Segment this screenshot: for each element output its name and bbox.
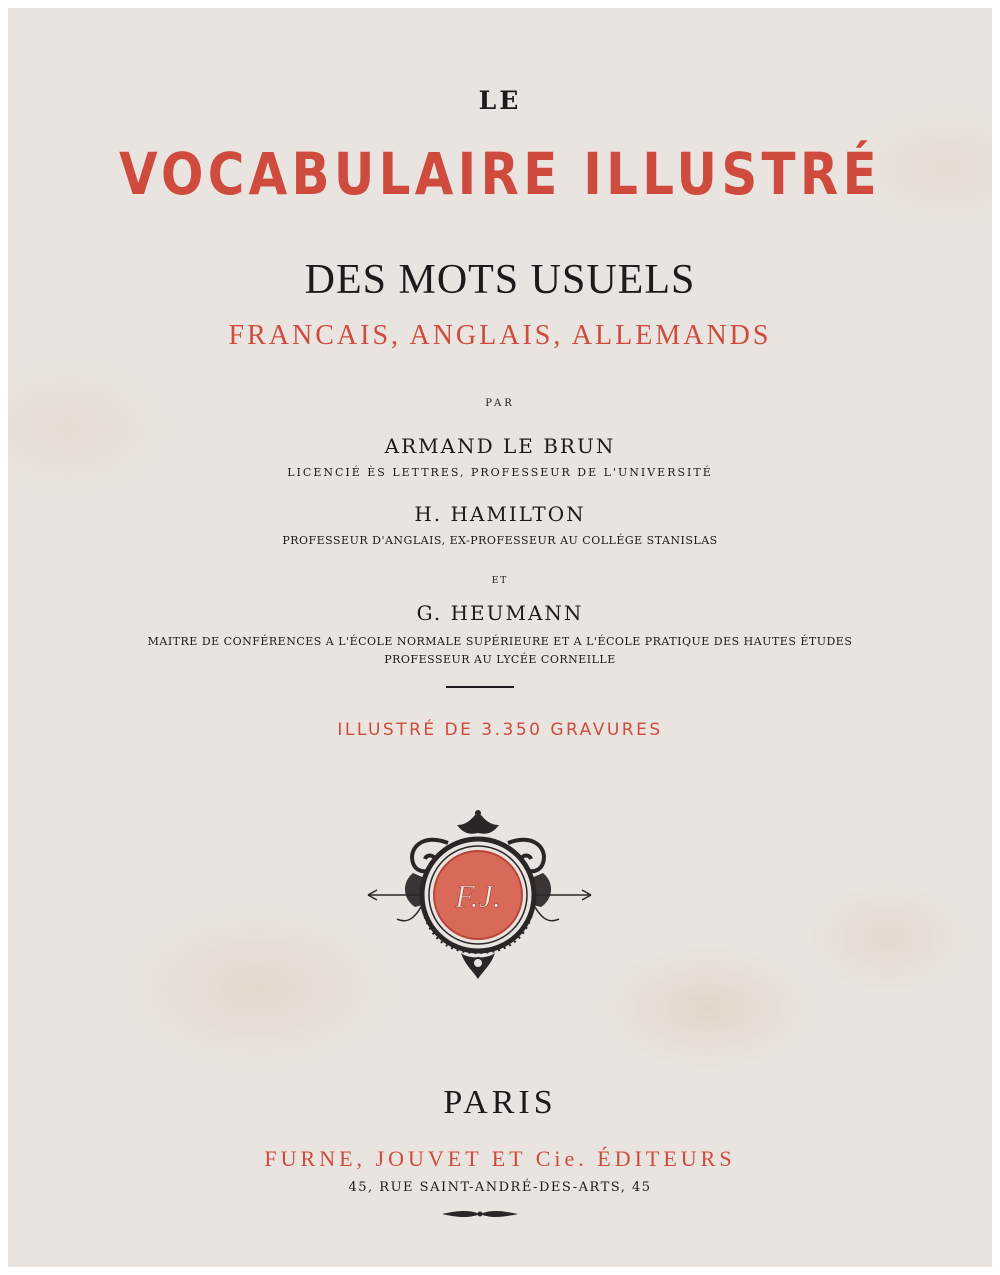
publisher-address: 45, RUE SAINT-ANDRÉ-DES-ARTS, 45 bbox=[348, 1180, 652, 1195]
author-description: MAITRE DE CONFÉRENCES A L'ÉCOLE NORMALE SUPÉRIEURE ET A L'ÉCOLE PRATIQUE DES HAUTES ÉTUDES bbox=[147, 635, 853, 648]
subtitle: DES MOTS USUELS bbox=[304, 257, 696, 303]
publisher-vignette bbox=[353, 803, 603, 988]
monogram-text: F.J. bbox=[455, 878, 501, 914]
author-name: ARMAND LE BRUN bbox=[384, 434, 616, 458]
tail-ornament-icon bbox=[440, 1208, 520, 1220]
author-description-2: PROFESSEUR AU LYCÉE CORNEILLE bbox=[384, 653, 616, 666]
languages-line: FRANCAIS, ANGLAIS, ALLEMANDS bbox=[228, 320, 772, 351]
divider-rule bbox=[446, 686, 514, 688]
illustration-count: ILLUSTRÉ DE 3.350 GRAVURES bbox=[337, 720, 663, 740]
author-description: LICENCIÉ ÈS LETTRES, PROFESSEUR DE L'UNIVERSITÉ bbox=[287, 466, 713, 479]
author-name: G. HEUMANN bbox=[416, 601, 584, 625]
publication-city: PARIS bbox=[443, 1084, 557, 1121]
by-label: PAR bbox=[485, 398, 515, 409]
author-description: PROFESSEUR D'ANGLAIS, EX-PROFESSEUR AU COLLÉGE STANISLAS bbox=[282, 534, 718, 547]
title-article: LE bbox=[478, 86, 522, 115]
publisher-name: FURNE, JOUVET ET Cie. ÉDITEURS bbox=[264, 1146, 736, 1171]
author-name: H. HAMILTON bbox=[414, 502, 586, 526]
title-page bbox=[8, 8, 992, 1267]
main-title: VOCABULAIRE ILLUSTRÉ bbox=[119, 140, 881, 208]
and-label: ET bbox=[491, 576, 509, 586]
